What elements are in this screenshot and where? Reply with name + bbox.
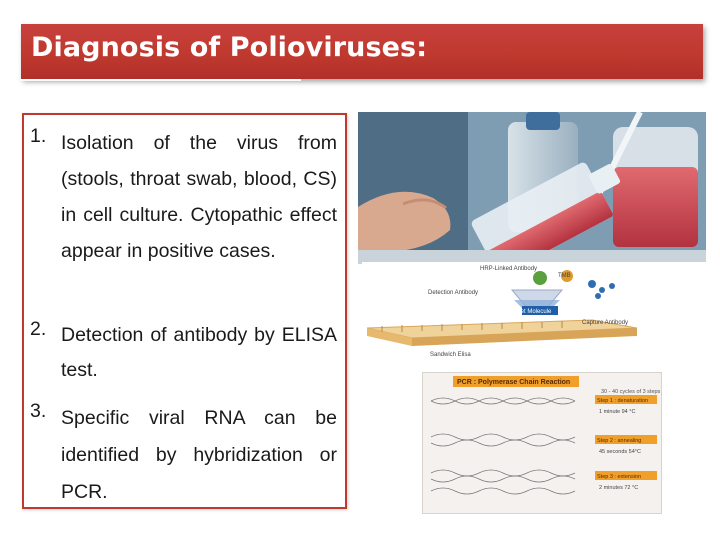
list-item-text: Detection of antibody by ELISA test.	[61, 324, 337, 381]
elisa-label: Detection Antibody	[428, 290, 479, 296]
elisa-diagram	[362, 262, 706, 364]
cell-culture-flask-photo-icon	[358, 112, 706, 264]
elisa-diagram-icon	[362, 262, 706, 364]
lab-photo	[358, 112, 706, 264]
pcr-title: PCR : Polymerase Chain Reaction	[457, 379, 571, 386]
list-item-text: Isolation of the virus from (stools, throat swab, blood, CS) in cell culture. Cytopathic effect appear in positive cases.	[61, 132, 337, 262]
content-box	[22, 113, 347, 509]
pcr-diagram-icon	[423, 373, 661, 513]
pcr-step-detail: 2 minutes 72 °C	[599, 485, 639, 491]
list-item-text: Specific viral RNA can be identified by hybridization or PCR.	[61, 407, 337, 503]
list-item-number: 3.	[30, 400, 47, 422]
elisa-label: Capture Antibody	[582, 320, 629, 326]
elisa-label: HRP-Linked Antibody	[480, 266, 538, 272]
list-item-number: 1.	[30, 125, 47, 147]
list-item-number: 2.	[30, 318, 47, 340]
pcr-step-label: Step 2 : annealing	[597, 438, 642, 444]
title-bar	[21, 24, 703, 79]
pcr-cycles: 30 - 40 cycles of 3 steps	[601, 389, 661, 395]
slide-title: Diagnosis of Polioviruses:	[31, 32, 428, 63]
pcr-step-detail: 1 minute 94 °C	[599, 409, 636, 415]
elisa-label: Sandwich Elisa	[430, 352, 471, 358]
elisa-label: Target Molecule	[509, 309, 552, 315]
title-underline	[21, 79, 301, 81]
pcr-step-label: Step 3 : extension	[597, 474, 642, 480]
pcr-diagram	[422, 372, 662, 514]
elisa-label: TMB	[558, 273, 571, 279]
pcr-step-label: Step 1 : denaturation	[597, 398, 649, 404]
pcr-step-detail: 45 seconds 54°C	[599, 449, 641, 455]
